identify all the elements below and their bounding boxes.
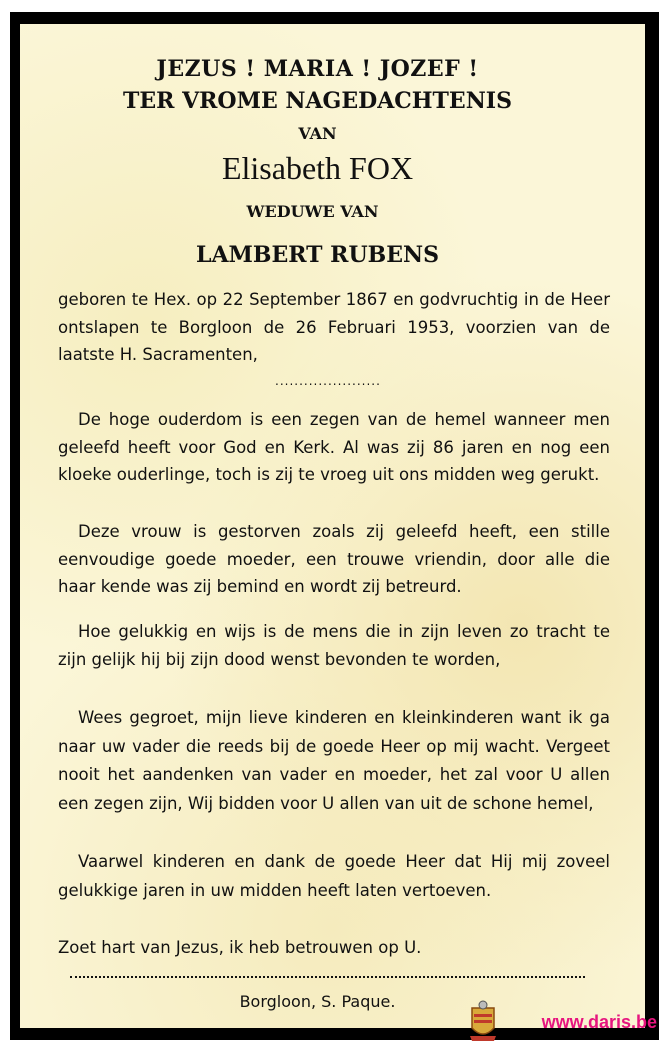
- of-label: VAN: [298, 124, 337, 143]
- husband-name: LAMBERT RUBENS: [195, 242, 439, 268]
- coat-of-arms-icon: [468, 1000, 498, 1042]
- paragraph-character: Deze vrouw is gestorven zoals zij geleefd heeft, een stille eenvoudige goede moeder, een trouwe vriendin, door alle die haar kende was zij bemind en wordt zij betreurd.: [58, 522, 610, 596]
- invocation: JEZUS ! MARIA ! JOZEF !: [156, 56, 479, 82]
- prayer: Zoet hart van Jezus, ik heb betrouwen op U.: [58, 938, 422, 957]
- paragraph-wisdom: Hoe gelukkig en wijs is de mens die in zijn leven zo tracht te zijn gelijk hij bij zijn dood wenst bevonden te worden,: [58, 622, 610, 669]
- memorial-card: [20, 24, 645, 1028]
- widow-of-label: WEDUWE VAN: [246, 202, 379, 221]
- watermark: www.daris.be: [541, 1012, 657, 1032]
- dotted-divider: [70, 976, 585, 978]
- paragraph-old-age: De hoge ouderdom is een zegen van de hemel wanneer men geleefd heeft voor God en Kerk. Al was zij 86 jaren en nog een kloeke ouderlinge, toch is zij te vroeg uit ons midden weg gerukt.: [58, 410, 610, 484]
- birth-death-paragraph: geboren te Hex. op 22 September 1867 en godvruchtig in de Heer ontslapen te Borgloon de 26 Februari 1953, voorzien van de laatste H. Sacramenten,: [58, 290, 610, 364]
- printer-credit: Borgloon, S. Paque.: [239, 992, 396, 1011]
- paragraph-farewell: Vaarwel kinderen en dank de goede Heer dat Hij mij zoveel gelukkige jaren in uw midden heeft laten vertoeven.: [58, 852, 610, 900]
- separator: ......................: [275, 374, 381, 388]
- paragraph-farewell-greeting: Wees gegroet, mijn lieve kinderen en kleinkinderen want ik ga naar uw vader die reeds bij de goede Heer op mij wacht. Vergeet nooit het aandenken van vader en moeder, het zal voor U allen een zegen zijn, Wij bidden voor U allen van uit de schone hemel,: [58, 708, 610, 813]
- dedication: TER VROME NAGEDACHTENIS: [123, 88, 512, 114]
- deceased-name: Elisabeth FOX: [221, 150, 414, 186]
